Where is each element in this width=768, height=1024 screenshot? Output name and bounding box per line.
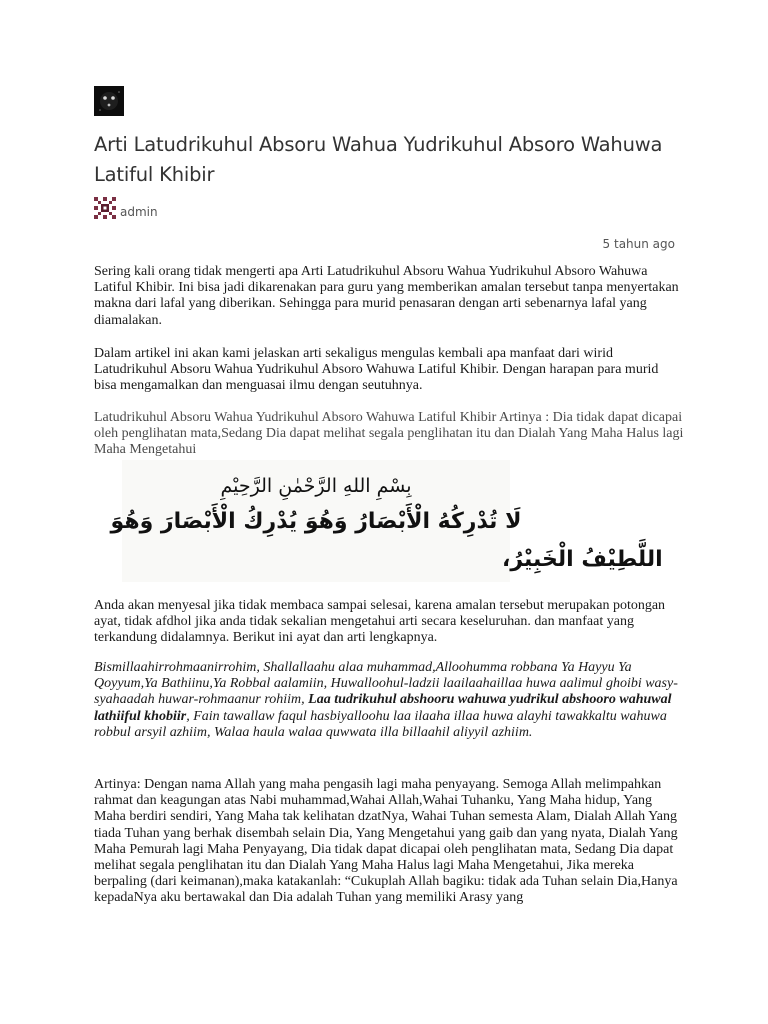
body-paragraph: Dalam artikel ini akan kami jelaskan arti sekaligus mengulas kembali apa manfaat dari wirid Latudrikuhul Absoru Wahua Yudrikuhul Absoro Wahuwa Latiful Khibir. Dengan harapan para murid bisa mengamalkan dan menguasai ilmu dengan seutuhnya. <box>94 346 659 394</box>
transliteration-paragraph <box>94 660 684 741</box>
highlighted-verse: Laa tudrikuhul abshooru wahuwa yudrikul abshooro wahuwal lathiiful khobiir <box>94 692 672 724</box>
meaning-paragraph: Latudrikuhul Absoru Wahua Yudrikuhul Absoro Wahuwa Latiful Khibir Artinya : Dia tidak dapat dicapai oleh penglihatan mata,Sedang Dia dapat melihat segala penglihatan itu dan Dialah Yang Maha Halus lagi Maha Mengetahui <box>94 410 684 458</box>
author-link[interactable]: admin <box>120 205 158 219</box>
pattern-avatar-icon[interactable] <box>94 197 116 219</box>
post-date: 5 tahun ago <box>602 237 675 251</box>
transliteration-text: Bismillaahirrohmaanirrohim, Shallallaahu alaa muhammad,Alloohumma robbana Ya Hayyu Ya Qoyyum,Ya Bathiinu,Ya Robbal aalamiin, Huwalloohul-ladzii laailaahaillaa huwa aalimul ghoibi wasy-syahaadah huwar-rohmaanur rohiim, <box>94 660 678 708</box>
arabic-basmalah: بِسْمِ اللهِ الرَّحْمٰنِ الرَّحِيْمِ <box>220 475 412 497</box>
arabic-verse-line: اللَّطِيْفُ الْخَبِيْرُ، <box>502 547 663 572</box>
author-byline <box>94 196 158 220</box>
transliteration-text: , Fain tawallaw faqul hasbiyalloohu laa ilaaha illaa huwa alayhi tawakkaltu wahuwa robbul arsyil azhiim, Walaa haula walaa quwwata illa billaahil aliyyil azhiim. <box>94 708 667 740</box>
body-paragraph: Anda akan menyesal jika tidak membaca sampai selesai, karena amalan tersebut merupakan potongan ayat, tidak afdhol jika anda tidak sekalian mengetahui arti secara keseluruhan. dan manfaat yang terkandung didalamnya. Berikut ini ayat dan arti lengkapnya. <box>94 598 666 646</box>
arabic-verse-image <box>110 460 663 582</box>
translation-paragraph: Artinya: Dengan nama Allah yang maha pengasih lagi maha penyayang. Semoga Allah melimpahkan rahmat dan keagungan atas Nabi muhammad,Wahai Allah,Wahai Tuhanku, Yang Maha hidup, Yang Maha berdiri sendiri, Yang Maha tak kelihatan dzatNya, Wahai Tuhan semesta Alam, Dialah Allah Yang tiada Tuhan yang berhak disembah selain Dia, Yang Mengetahui yang gaib dan yang nyata, Dialah Yang Maha Pemurah lagi Maha Penyayang, Dia tidak dapat dicapai oleh penglihatan mata, Sedang Dia dapat melihat segala penglihatan itu dan Dialah Yang Maha Halus lagi Maha Mengetahui, Jika mereka berpaling (dari keimanan),maka katakanlah: “Cukuplah Allah bagiku: tidak ada Tuhan selain Dia,Hanya kepadaNya aku bertawakal dan Dia adalah Tuhan yang memiliki Arasy yang <box>94 777 678 906</box>
body-paragraph: Sering kali orang tidak mengerti apa Arti Latudrikuhul Absoru Wahua Yudrikuhul Absoro Wahuwa Latiful Khibir. Ini bisa jadi dikarenakan para guru yang memberikan amalan tersebut tanpa menyertakan makna dari lafal yang diberikan. Sehingga para murid penasaran dengan arti sebenarnya lafal yang diamalakan. <box>94 264 679 328</box>
site-logo-icon[interactable] <box>94 86 124 116</box>
post-title: Arti Latudrikuhul Absoru Wahua Yudrikuhul Absoro Wahuwa Latiful Khibir <box>94 133 663 186</box>
arabic-verse-line: لَا تُدْرِكُهُ الْأَبْصَارُ وَهُوَ يُدْرِكُ الْأَبْصَارَ وَهُوَ <box>110 509 522 534</box>
